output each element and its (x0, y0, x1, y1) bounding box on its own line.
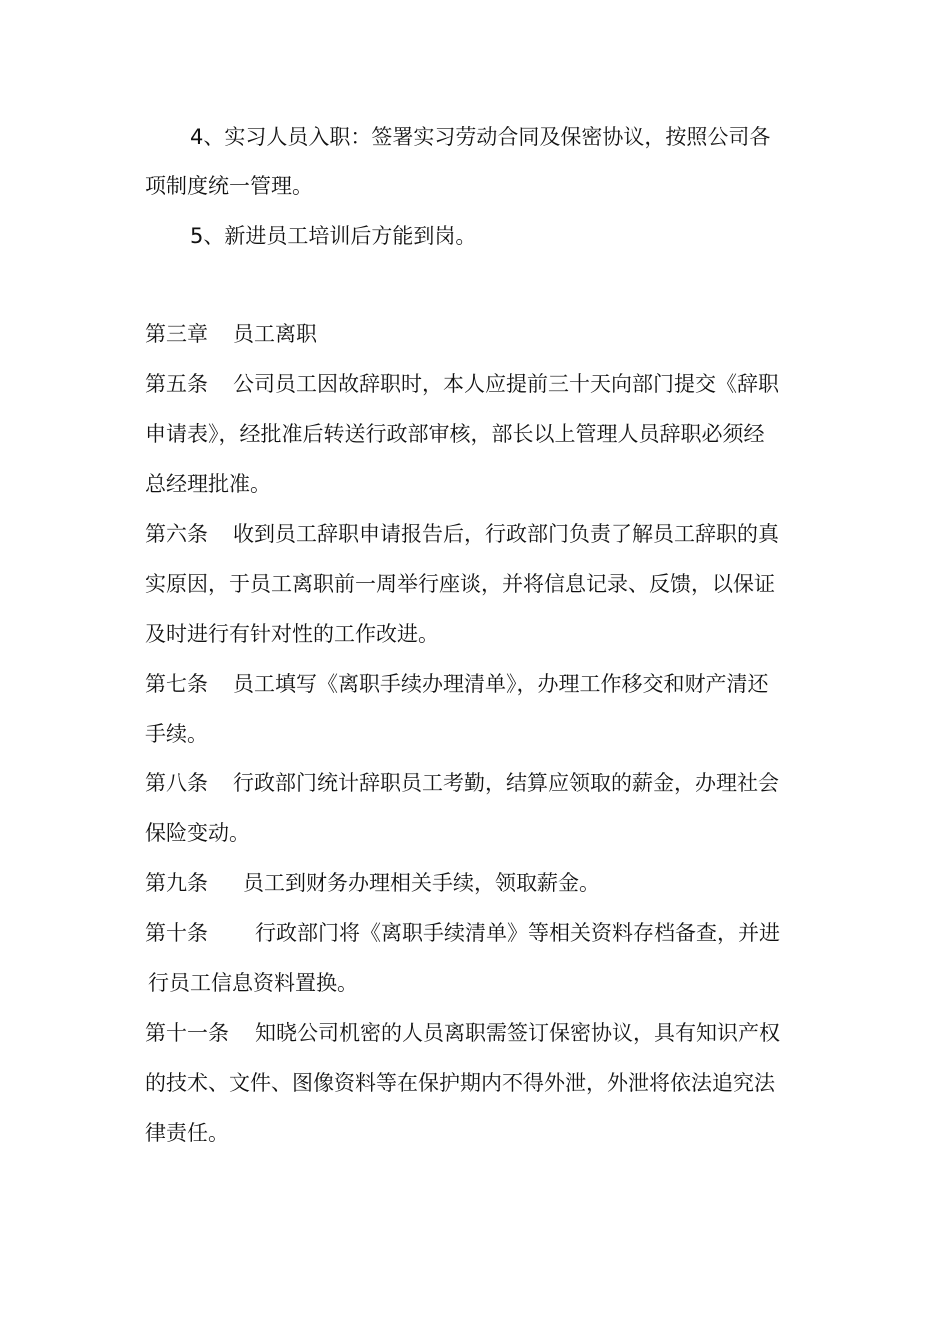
item-4-line-1: 4、实习人员入职：签署实习劳动合同及保密协议，按照公司各 (190, 125, 771, 149)
item-5: 5、新进员工培训后方能到岗。 (190, 224, 477, 248)
article-7-label: 第七条 (145, 672, 208, 696)
item-4-line-2: 项制度统一管理。 (145, 174, 313, 198)
article-9-text: 员工到财务办理相关手续，领取薪金。 (243, 871, 600, 895)
article-6-line-2: 实原因，于员工离职前一周举行座谈，并将信息记录、反馈，以保证 (145, 572, 775, 596)
article-5-label: 第五条 (145, 372, 208, 396)
article-11-line-3: 律责任。 (145, 1121, 229, 1145)
article-5-line-3: 总经理批准。 (145, 472, 271, 496)
article-11-line-1 (145, 1018, 815, 1048)
article-10-label: 第十条 (145, 921, 208, 945)
article-9-label: 第九条 (145, 871, 208, 895)
article-11-label: 第十一条 (145, 1021, 229, 1045)
article-7-line-1 (145, 669, 815, 699)
article-7-text: 员工填写《离职手续办理清单》，办理工作移交和财产清还 (233, 672, 769, 696)
article-8-label: 第八条 (145, 771, 208, 795)
article-8-text: 行政部门统计辞职员工考勤，结算应领取的薪金，办理社会 (233, 771, 779, 795)
chapter-heading (145, 319, 815, 349)
article-8-line-1 (145, 768, 815, 798)
article-6-line-3: 及时进行有针对性的工作改进。 (145, 622, 439, 646)
article-11-text: 知晓公司机密的人员离职需签订保密协议，具有知识产权 (255, 1021, 780, 1045)
article-6-text: 收到员工辞职申请报告后，行政部门负责了解员工辞职的真 (233, 522, 779, 546)
article-8-line-2: 保险变动。 (145, 821, 250, 845)
article-6-label: 第六条 (145, 522, 208, 546)
article-5-text: 公司员工因故辞职时，本人应提前三十天向部门提交《辞职 (233, 372, 779, 396)
article-10-line-2: 行员工信息资料置换。 (148, 971, 358, 995)
chapter-label: 第三章 (145, 322, 208, 346)
article-6-line-1 (145, 519, 815, 549)
article-5-line-2: 申请表》，经批准后转送行政部审核，部长以上管理人员辞职必须经 (145, 422, 765, 446)
article-10-line-1 (145, 918, 815, 948)
article-5-line-1 (145, 369, 815, 399)
article-7-line-2: 手续。 (145, 722, 208, 746)
article-11-line-2: 的技术、文件、图像资料等在保护期内不得外泄，外泄将依法追究法 (145, 1071, 775, 1095)
article-9-line-1 (145, 868, 815, 898)
chapter-title: 员工离职 (233, 322, 317, 346)
article-10-text: 行政部门将《离职手续清单》等相关资料存档备查，并进 (255, 921, 780, 945)
